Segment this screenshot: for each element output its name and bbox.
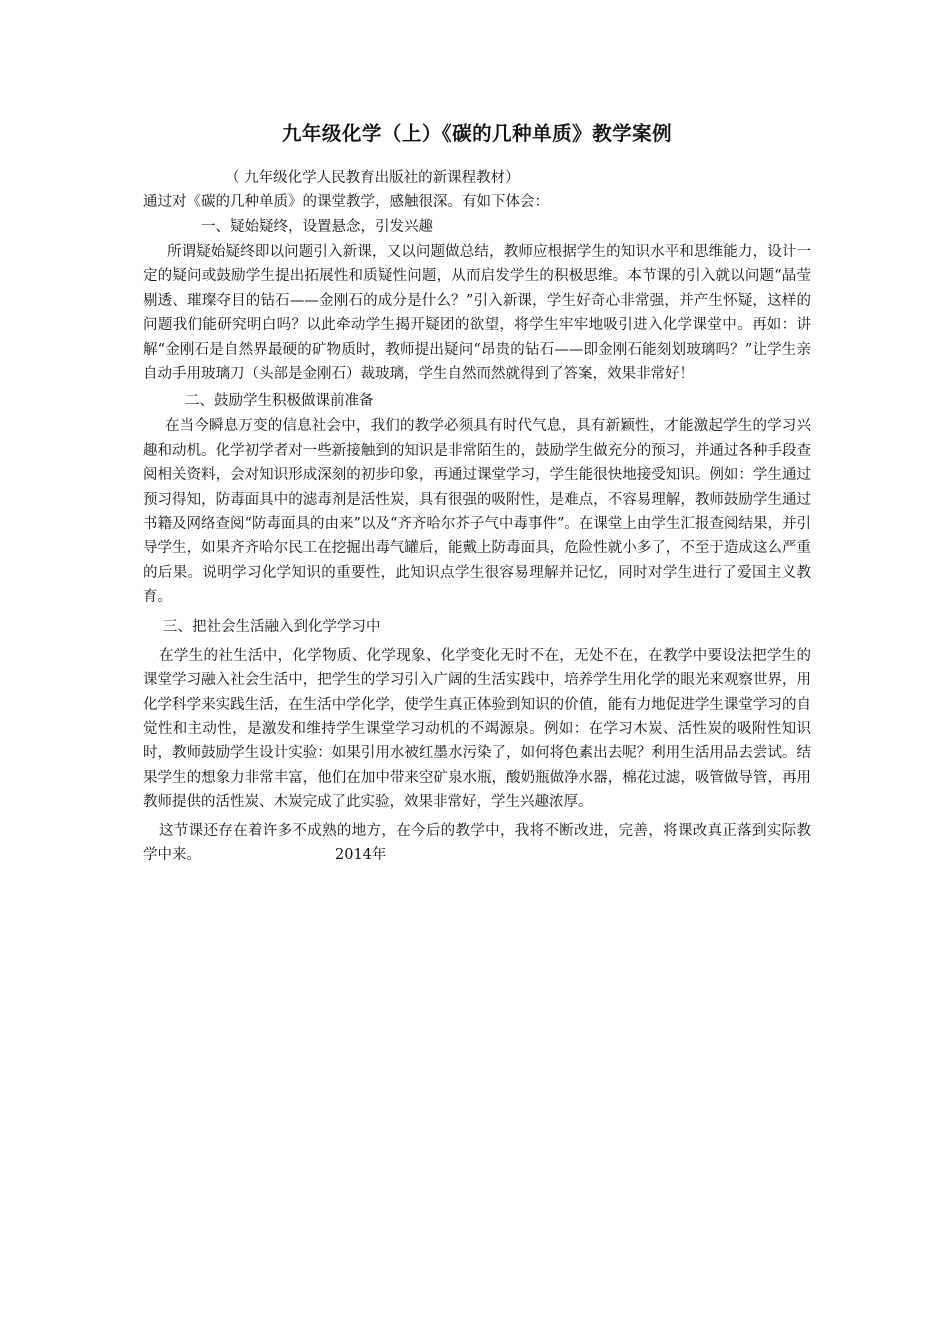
section-3-body: 在学生的社生活中，化学物质、化学现象、化学变化无时不在，无处不在，在教学中要设法把学生的课堂学习融入社会生活中，把学生的学习引入广阔的生活实践中，培养学生用化学的眼光来观察世界，用化学科学来实践生活，在生活中学化学，使学生真正体验到知识的价值，能有力地促进学生课堂学习的自觉性和主动性，是激发和维持学生课堂学习动机的不竭源泉。例如：在学习木炭、活性炭的吸附性知识时，教师鼓励学生设计实验：如果引用水被红墨水污染了，如何将色素出去呢？利用生活用品去尝试。结果学生的想象力非常丰富，他们在加中带来空矿泉水瓶，酸奶瓶做净水器，棉花过滤，吸管做导管，再用教师提供的活性炭、木炭完成了此实验，效果非常好，学生兴趣浓厚。: [143, 647, 811, 811]
closing-text: 这节课还存在着许多不成熟的地方，在今后的教学中，我将不断改进，完善，将课改真正落到实际教学中来。: [143, 822, 811, 863]
document-page: [143, 120, 811, 867]
section-2-heading: 二、鼓励学生积极做课前准备: [185, 393, 374, 410]
intro-paragraph: 通过对《碳的几种单质》的课堂教学，感触很深。有如下体会：: [143, 194, 549, 210]
section-1-body: 所谓疑始疑终即以问题引入新课，又以问题做总结，教师应根据学生的知识水平和思维能力，设计一定的疑问或鼓励学生提出拓展性和质疑性问题，从而启发学生的积极思维。本节课的引入就以问题“晶莹剔透、璀璨夺目的钻石——金刚石的成分是什么？”引入新课，学生好奇心非常强，并产生怀疑，这样的问题我们能研究明白吗？以此牵动学生揭开疑团的欲望，将学生牢牢地吸引进入化学课堂中。再如：讲解“金刚石是自然界最硬的矿物质时，教师提出疑问“昂贵的钻石——即金刚石能刻划玻璃吗？”让学生亲自动手用玻璃刀（头部是金刚石）裁玻璃，学生自然而然就得到了答案，效果非常好！: [143, 244, 811, 383]
section-3-heading: 三、把社会生活融入到化学学习中: [163, 618, 381, 635]
section-2-body: 在当今瞬息万变的信息社会中，我们的教学必须具有时代气息，具有新颖性，才能激起学生的学习兴趣和动机。化学初学者对一些新接触到的知识是非常陌生的，鼓励学生做充分的预习，并通过各种手段查阅相关资料，会对知识形成深刻的初步印象，再通过课堂学习，学生能很快地接受知识。例如：学生通过预习得知，防毒面具中的滤毒剂是活性炭，具有很强的吸附性，是难点，不容易理解，教师鼓励学生通过书籍及网络查阅“防毒面具的由来”以及“齐齐哈尔芥子气中毒事件”。在课堂上由学生汇报查阅结果，并引导学生，如果齐齐哈尔民工在挖掘出毒气罐后，能戴上防毒面具，危险性就小多了，不至于造成这么严重的后果。说明学习化学知识的重要性，此知识点学生很容易理解并记忆，同时对学生进行了爱国主义教育。: [143, 418, 811, 606]
document-subtitle: （ 九年级化学人民教育出版社的新课程教材）: [225, 170, 520, 186]
document-title: 九年级化学（上）《碳的几种单质》教学案例: [281, 122, 673, 145]
closing-paragraph: [143, 819, 811, 868]
document-year: 2014年: [335, 846, 387, 863]
section-1-heading: 一、疑始疑终，设置悬念，引发兴趣: [201, 219, 433, 235]
